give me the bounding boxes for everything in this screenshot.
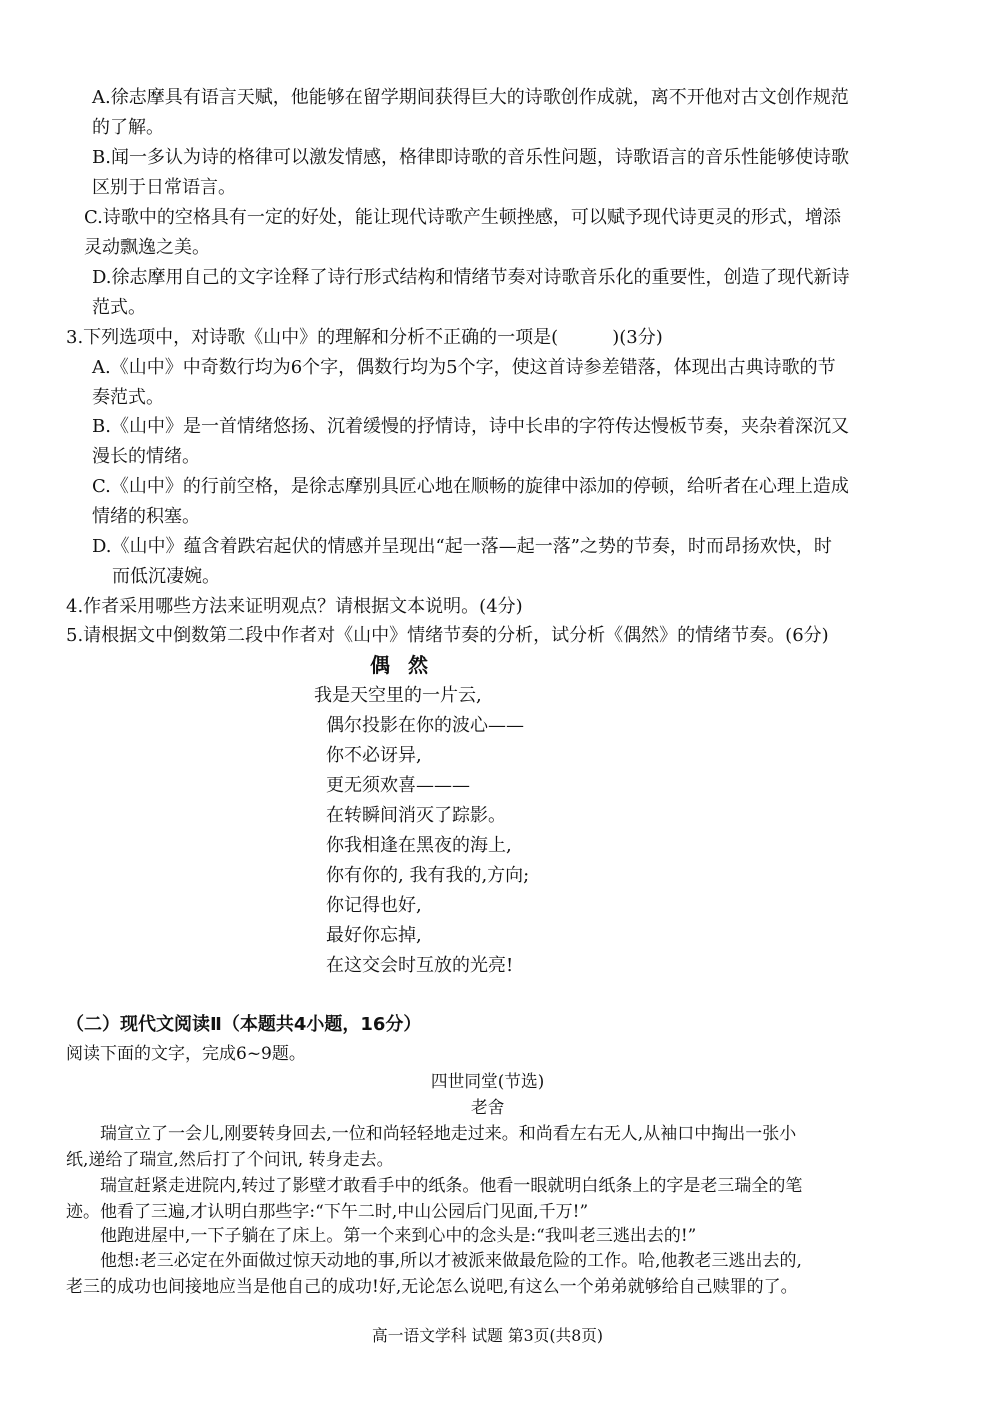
q4-stem: 4.作者采用哪些方法来证明观点？请根据文本说明。(4分) xyxy=(66,596,523,617)
q2-option-d-line1: D.徐志摩用自己的文字诠释了诗行形式结构和情绪节奏对诗歌音乐化的重要性，创造了现代新诗 xyxy=(92,267,850,288)
q3-option-c-line1: C.《山中》的行前空格，是徐志摩别具匠心地在顺畅的旋律中添加的停顿，给听者在心理上造成 xyxy=(92,476,849,497)
poem-line: 你有你的, 我有我的,方向; xyxy=(326,865,530,886)
poem-line: 我是天空里的一片云, xyxy=(314,685,482,706)
q2-option-b-line2: 区别于日常语言。 xyxy=(92,177,236,198)
q2-option-d-line2: 范式。 xyxy=(92,297,146,318)
poem-line: 你我相逢在黑夜的海上, xyxy=(326,835,512,856)
q2-option-a-line1: A.徐志摩具有语言天赋，他能够在留学期间获得巨大的诗歌创作成就，离不开他对古文创作规范 xyxy=(92,87,849,108)
q2-option-b-line1: B.闻一多认为诗的格律可以激发情感，格律即诗歌的音乐性问题，诗歌语言的音乐性能够使诗歌 xyxy=(92,147,849,168)
passage-paragraph: 瑞宣赶紧走进院内,转过了影壁才敢看手中的纸条。他看一眼就明白纸条上的字是老三瑞全的笔 xyxy=(100,1176,803,1196)
q2-option-a-line2: 的了解。 xyxy=(92,117,164,138)
passage-title: 四世同堂(节选) xyxy=(430,1072,545,1092)
poem-line: 偶尔投影在你的波心—— xyxy=(326,715,524,736)
poem-line: 你记得也好, xyxy=(326,895,422,916)
q3-option-a-line2: 奏范式。 xyxy=(92,387,164,408)
passage-author: 老舍 xyxy=(470,1098,505,1118)
poem-line: 最好你忘掉, xyxy=(326,925,422,946)
poem-title: 偶然 xyxy=(370,653,446,677)
passage-paragraph: 瑞宣立了一会儿,刚要转身回去,一位和尚轻轻地走过来。和尚看左右无人,从袖口中掏出一张小 xyxy=(100,1124,797,1144)
page-footer: 高一语文学科 试题 第3页(共8页) xyxy=(372,1326,604,1345)
poem-line: 你不必讶异, xyxy=(326,745,422,766)
poem-line: 更无须欢喜——— xyxy=(326,775,470,796)
passage-paragraph: 他想:老三必定在外面做过惊天动地的事,所以才被派来做最危险的工作。哈,他教老三逃出去的, xyxy=(100,1251,802,1271)
passage-paragraph: 纸,递给了瑞宣,然后打了个问讯, 转身走去。 xyxy=(66,1150,394,1170)
q3-option-b-line2: 漫长的情绪。 xyxy=(92,446,200,467)
q3-option-d-line2: 而低沉凄婉。 xyxy=(112,566,220,587)
poem-line: 在转瞬间消灭了踪影。 xyxy=(326,805,506,826)
passage-paragraph: 迹。他看了三遍,才认明白那些字:“下午二时,中山公园后门见面,千万!” xyxy=(66,1202,589,1222)
q3-option-a-line1: A.《山中》中奇数行均为6个字，偶数行均为5个字，使这首诗参差错落，体现出古典诗歌的节 xyxy=(92,357,836,378)
q3-option-c-line2: 情绪的积塞。 xyxy=(92,506,200,527)
q3-option-d-line1: D.《山中》蕴含着跌宕起伏的情感并呈现出“起一落—起一落”之势的节奏，时而昂扬欢快，时 xyxy=(92,536,832,557)
passage-paragraph: 他跑进屋中,一下子躺在了床上。第一个来到心中的念头是:“我叫老三逃出去的!” xyxy=(100,1226,697,1246)
passage-paragraph: 老三的成功也间接地应当是他自己的成功!好,无论怎么说吧,有这么一个弟弟就够给自己赎罪的了。 xyxy=(66,1277,798,1297)
q3-option-b-line1: B.《山中》是一首情绪悠扬、沉着缓慢的抒情诗，诗中长串的字符传达慢板节奏，夹杂着深沉又 xyxy=(92,416,849,437)
section-heading: （二）现代文阅读Ⅱ（本题共4小题，16分） xyxy=(66,1014,422,1035)
q2-option-c-line2: 灵动飘逸之美。 xyxy=(84,237,210,258)
poem-line: 在这交会时互放的光亮! xyxy=(326,955,514,976)
q3-stem: 3.下列选项中，对诗歌《山中》的理解和分析不正确的一项是( )(3分) xyxy=(66,327,663,348)
q2-option-c-line1: C.诗歌中的空格具有一定的好处，能让现代诗歌产生顿挫感，可以赋予现代诗更灵的形式，增添 xyxy=(84,207,841,228)
section-instruction: 阅读下面的文字，完成6~9题。 xyxy=(66,1044,306,1064)
q5-stem: 5.请根据文中倒数第二段中作者对《山中》情绪节奏的分析，试分析《偶然》的情绪节奏。(6分) xyxy=(66,625,829,646)
